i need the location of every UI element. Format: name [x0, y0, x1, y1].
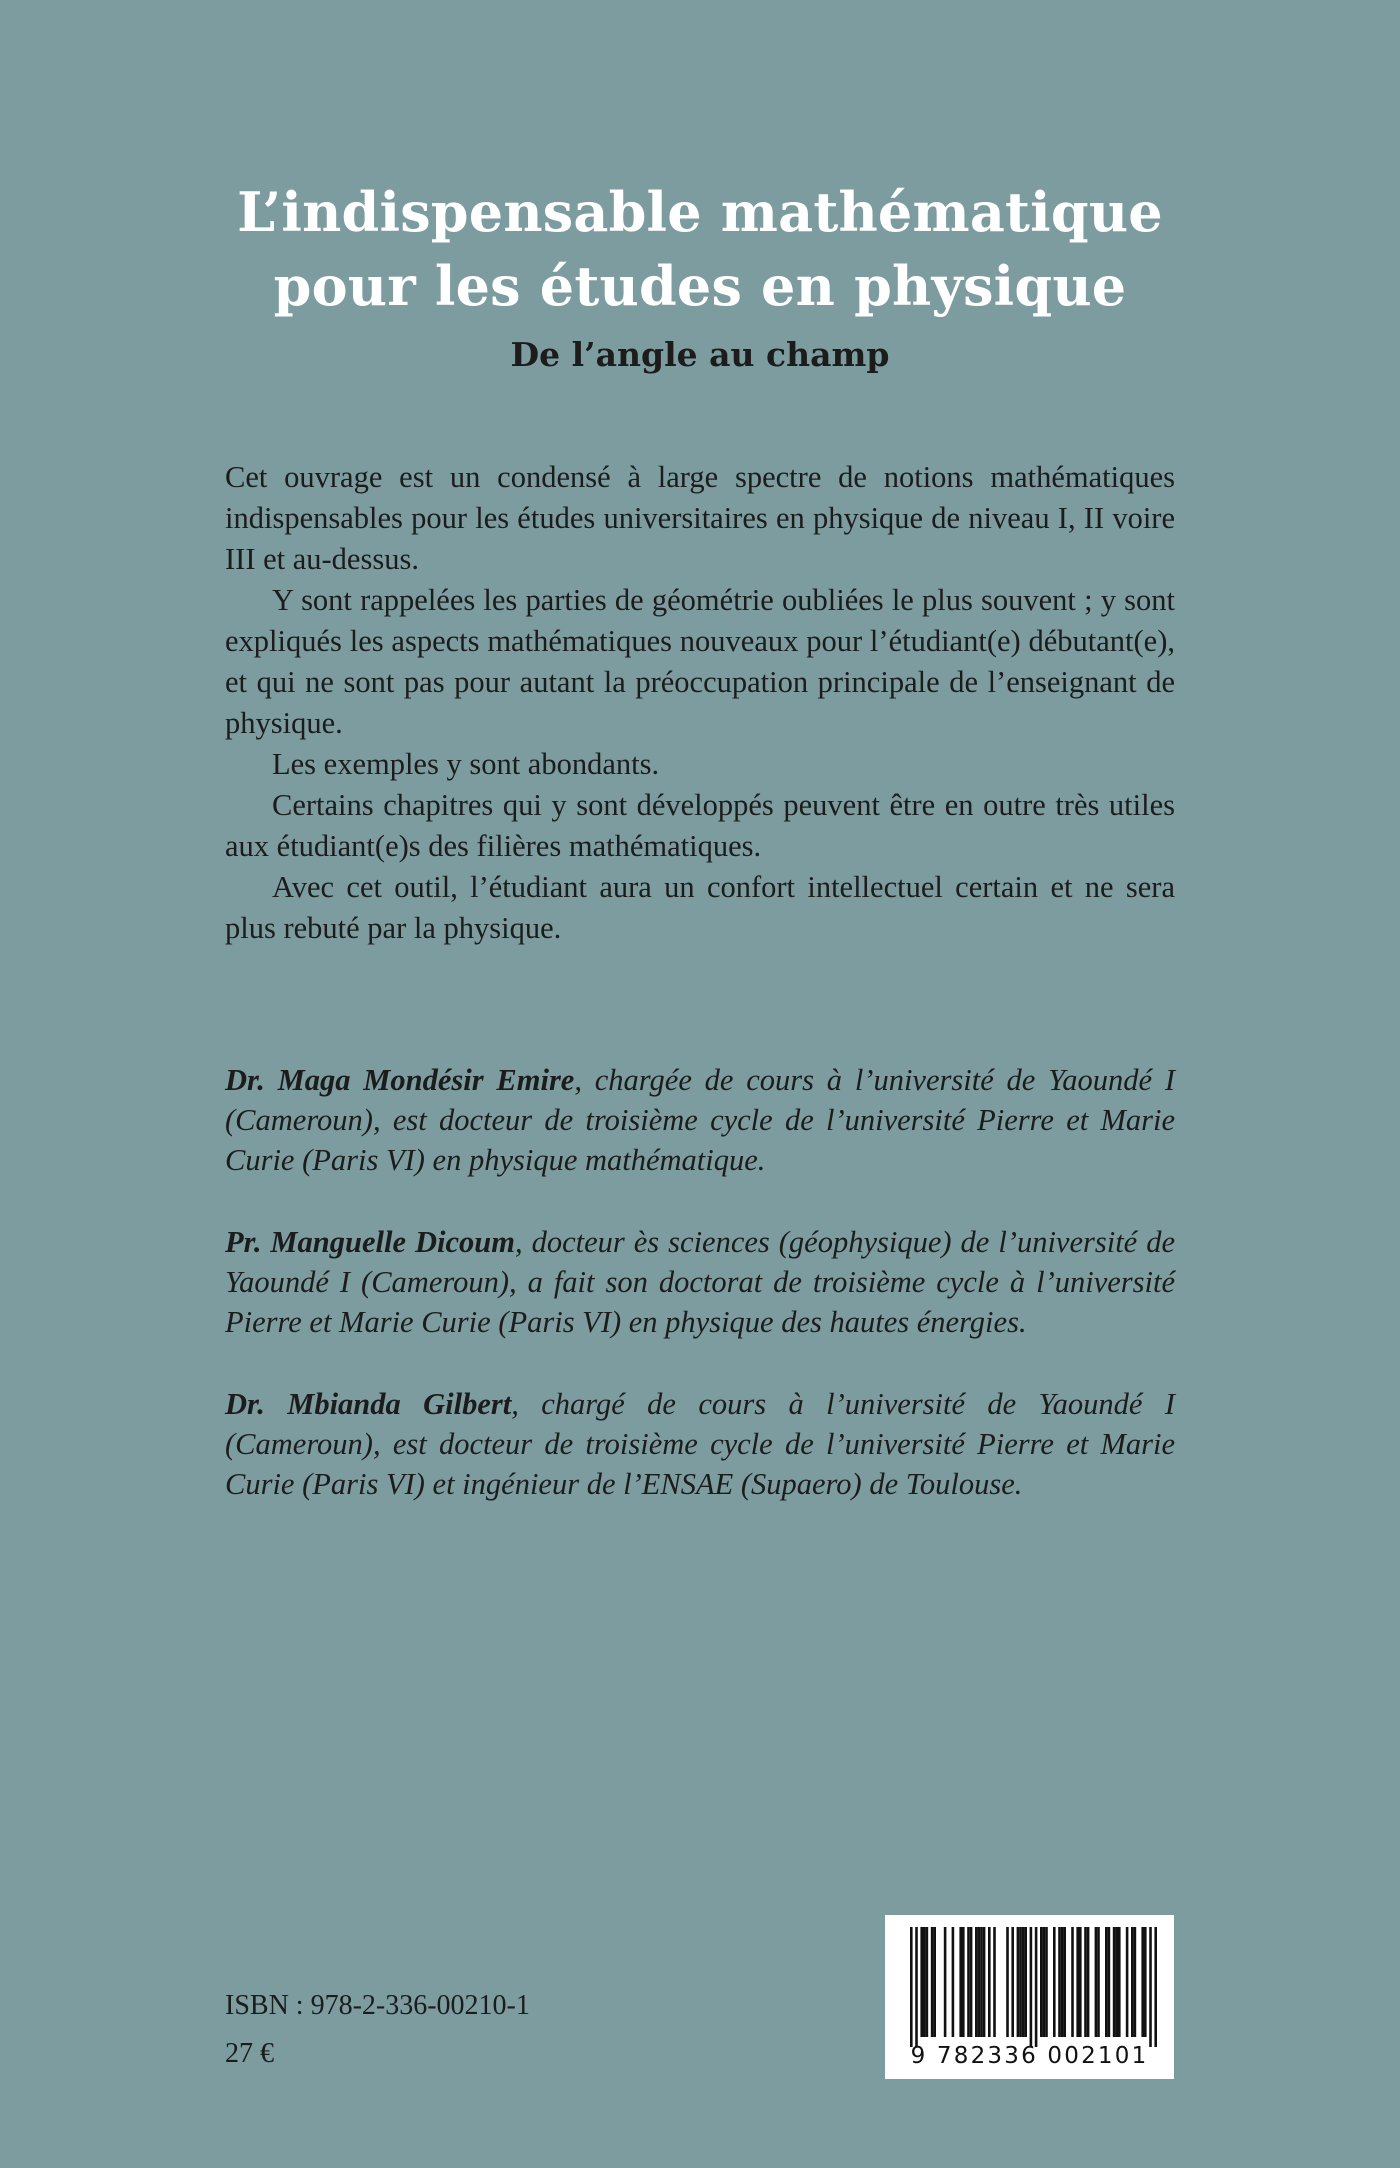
barcode-bar [1079, 1927, 1082, 2037]
blurb-paragraph: Avec cet outil, l’étudiant aura un confort intellectuel certain et ne sera plus rebuté par la physique. [225, 870, 1175, 945]
barcode-bar [910, 1927, 913, 2047]
barcode-bar [1105, 1927, 1108, 2037]
barcode-bar [1134, 1927, 1137, 2037]
isbn: ISBN : 978-2-336-00210-1 [225, 1990, 530, 2021]
barcode-bar [970, 1927, 973, 2037]
barcode-bar [1113, 1927, 1116, 2037]
barcode-bar [1022, 1927, 1025, 2037]
barcode-bar [1154, 1927, 1157, 2047]
author-bios [225, 1060, 1175, 1546]
barcode-bar [1063, 1927, 1066, 2037]
barcode-bar [933, 1927, 936, 2037]
barcode-bar [1141, 1927, 1144, 2037]
barcode-bar [1149, 1927, 1152, 2047]
barcode-bar [980, 1927, 983, 2037]
barcode-digits: 9 782336 002101 [910, 2043, 1149, 2069]
author-name: Dr. Maga Mondésir Emire [225, 1063, 575, 1097]
barcode-bar [931, 1927, 934, 2037]
barcode-bar [1076, 1927, 1079, 2037]
blurb-paragraph: Les exemples y sont abondants. [272, 747, 660, 781]
barcode-bar [1097, 1927, 1100, 2037]
author-name: Pr. Manguelle Dicoum [225, 1225, 515, 1259]
barcode [885, 1915, 1174, 2079]
barcode-bar [1030, 1927, 1033, 2047]
barcode-bar [1087, 1927, 1090, 2037]
barcode-bar [967, 1927, 970, 2037]
author-bio-text: , chargée de cours à l’université de Yaoundé I (Cameroun), est docteur de troisième cycle de l’université Pierre et Marie Curie (Paris VI) en physique mathématique. [225, 1063, 1175, 1177]
barcode-bar [993, 1927, 996, 2037]
barcode-bar [988, 1927, 991, 2037]
barcode-bar [1084, 1927, 1087, 2037]
barcode-bar [1071, 1927, 1074, 2037]
barcode-bar [978, 1927, 981, 2037]
author-bio [225, 1060, 1175, 1180]
barcode-bar [1126, 1927, 1129, 2037]
barcode-bar [923, 1927, 926, 2037]
barcode-bar [1115, 1927, 1118, 2037]
barcode-bar [1043, 1927, 1046, 2037]
book-title-line-2: pour les études en physique [273, 254, 1127, 318]
barcode-bar [1035, 1927, 1038, 2047]
barcode-bar [1019, 1927, 1022, 2037]
price: 27 € [225, 2038, 274, 2069]
barcode-bar [1108, 1927, 1111, 2037]
title-block [0, 175, 1400, 375]
book-title-line-1: L’indispensable mathématique [237, 180, 1163, 244]
barcode-bar [1095, 1927, 1098, 2037]
barcode-bar [1017, 1927, 1020, 2037]
barcode-bar [920, 1927, 923, 2037]
barcode-bar [959, 1927, 962, 2037]
barcode-bar [1040, 1927, 1043, 2037]
barcode-bar [944, 1927, 947, 2037]
blurb [225, 457, 1175, 949]
author-bio [225, 1222, 1175, 1342]
barcode-bar [1024, 1927, 1027, 2037]
barcode-bar [952, 1927, 955, 2037]
barcode-bar [1061, 1927, 1064, 2037]
author-bio-text: , chargé de cours à l’université de Yaoundé I (Cameroun), est docteur de troisième cycle de l’université Pierre et Marie Curie (Paris VI) et ingénieur de l’ENSAE (Supaero) de Toulouse. [225, 1387, 1175, 1501]
barcode-bar [1118, 1927, 1121, 2037]
barcode-bar [1006, 1927, 1009, 2037]
barcode-bar [983, 1927, 986, 2037]
book-subtitle: De l’angle au champ [510, 335, 890, 374]
barcode-bar [975, 1927, 978, 2037]
author-bio-text: , docteur ès sciences (géophysique) de l’université de Yaoundé I (Cameroun), a fait son doctorat de troisième cycle à l’université Pierre et Marie Curie (Paris VI) en physique des hautes énergies. [225, 1225, 1176, 1339]
blurb-paragraph: Y sont rappelées les parties de géométrie oubliées le plus souvent ; y sont expliqués les aspects mathématiques nouveaux pour l’étudiant(e) débutant(e), et qui ne sont pas pour autant la préoccupation principale de l’enseignant de physique. [225, 583, 1175, 740]
barcode-bar [1131, 1927, 1134, 2037]
barcode-bar [915, 1927, 918, 2047]
author-bio [225, 1384, 1175, 1504]
barcode-bar [926, 1927, 929, 2037]
barcode-bar [962, 1927, 965, 2037]
blurb-paragraph: Cet ouvrage est un condensé à large spectre de notions mathématiques indispensables pour les études universitaires en physique de niveau I, II voire III et au-dessus. [225, 460, 1175, 576]
author-name: Dr. Mbianda Gilbert [225, 1387, 512, 1421]
barcode-bar [1053, 1927, 1056, 2037]
barcode-bar [1058, 1927, 1061, 2037]
blurb-paragraph: Certains chapitres qui y sont développés peuvent être en outre très utiles aux étudiant(e)s des filières mathématiques. [225, 788, 1175, 863]
barcode-bar [1144, 1927, 1147, 2037]
barcode-bar [1045, 1927, 1048, 2037]
barcode-bar [1011, 1927, 1014, 2037]
